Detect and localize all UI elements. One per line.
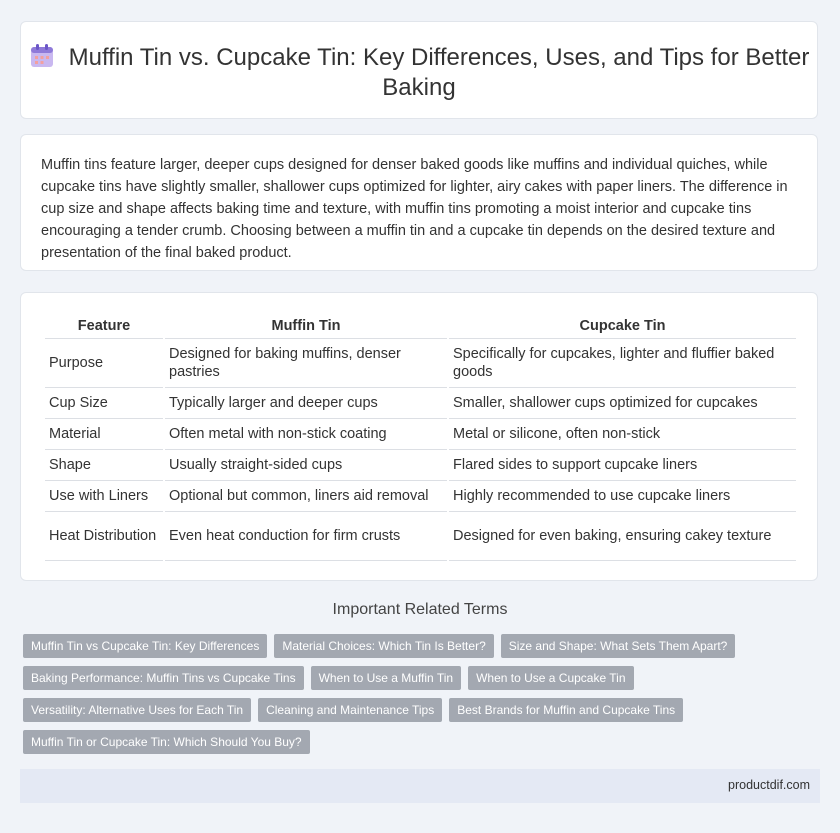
header-muffin-tin: Muffin Tin bbox=[165, 314, 447, 339]
header-feature: Feature bbox=[45, 314, 163, 339]
related-tag-link[interactable]: When to Use a Muffin Tin bbox=[311, 666, 462, 690]
cell-muffin: Designed for baking muffins, denser pastries bbox=[165, 339, 447, 388]
table-row bbox=[45, 450, 796, 481]
cell-muffin: Often metal with non-stick coating bbox=[165, 419, 447, 450]
table-row bbox=[45, 419, 796, 450]
footer bbox=[20, 769, 820, 803]
cell-feature: Heat Distribution bbox=[45, 512, 163, 561]
related-terms-tags bbox=[23, 634, 813, 762]
cell-muffin: Typically larger and deeper cups bbox=[165, 388, 447, 419]
related-tag-link[interactable]: Size and Shape: What Sets Them Apart? bbox=[501, 634, 736, 658]
footer-site-link[interactable]: productdif.com bbox=[728, 778, 810, 792]
calendar-icon bbox=[29, 44, 55, 68]
cell-cupcake: Smaller, shallower cups optimized for cupcakes bbox=[449, 388, 796, 419]
related-tag-link[interactable]: When to Use a Cupcake Tin bbox=[468, 666, 633, 690]
cell-cupcake: Flared sides to support cupcake liners bbox=[449, 450, 796, 481]
cell-muffin: Even heat conduction for firm crusts bbox=[165, 512, 447, 561]
table-header-row bbox=[45, 314, 796, 339]
related-terms-heading: Important Related Terms bbox=[332, 601, 508, 618]
related-tag-link[interactable]: Muffin Tin or Cupcake Tin: Which Should You Buy? bbox=[23, 730, 310, 754]
table-row bbox=[45, 388, 796, 419]
related-tag-link[interactable]: Versatility: Alternative Uses for Each Tin bbox=[23, 698, 251, 722]
related-tag-link[interactable]: Muffin Tin vs Cupcake Tin: Key Differences bbox=[23, 634, 267, 658]
cell-cupcake: Highly recommended to use cupcake liners bbox=[449, 481, 796, 512]
title-card bbox=[20, 21, 818, 119]
intro-card bbox=[20, 134, 818, 271]
cell-feature: Shape bbox=[45, 450, 163, 481]
table-row bbox=[45, 339, 796, 388]
related-tag-link[interactable]: Best Brands for Muffin and Cupcake Tins bbox=[449, 698, 683, 722]
header-cupcake-tin: Cupcake Tin bbox=[449, 314, 796, 339]
cell-feature: Cup Size bbox=[45, 388, 163, 419]
intro-paragraph: Muffin tins feature larger, deeper cups designed for denser baked goods like muffins and individual quiches, while cupcake tins have slightly smaller, shallower cups optimized for lighter, airy cakes with paper liners. The difference in cup size and shape affects baking time and texture, with muffin tins promoting a moist interior and cupcake tins encouraging a tender crumb. Choosing between a muffin tin and a cupcake tin depends on the desired texture and presentation of the final baked product. bbox=[41, 157, 788, 261]
page-title-text: Muffin Tin vs. Cupcake Tin: Key Differences, Uses, and Tips for Better Baking bbox=[68, 44, 810, 101]
page-title bbox=[21, 43, 817, 103]
related-tag-link[interactable]: Cleaning and Maintenance Tips bbox=[258, 698, 442, 722]
cell-muffin: Usually straight-sided cups bbox=[165, 450, 447, 481]
comparison-table bbox=[43, 314, 798, 561]
cell-cupcake: Metal or silicone, often non-stick bbox=[449, 419, 796, 450]
cell-muffin: Optional but common, liners aid removal bbox=[165, 481, 447, 512]
cell-feature: Use with Liners bbox=[45, 481, 163, 512]
related-tag-link[interactable]: Material Choices: Which Tin Is Better? bbox=[274, 634, 493, 658]
cell-feature: Material bbox=[45, 419, 163, 450]
related-tag-link[interactable]: Baking Performance: Muffin Tins vs Cupcake Tins bbox=[23, 666, 304, 690]
table-row bbox=[45, 512, 796, 561]
comparison-card bbox=[20, 292, 818, 581]
cell-feature: Purpose bbox=[45, 339, 163, 388]
table-row bbox=[45, 481, 796, 512]
cell-cupcake: Specifically for cupcakes, lighter and fluffier baked goods bbox=[449, 339, 796, 388]
cell-cupcake: Designed for even baking, ensuring cakey texture bbox=[449, 512, 796, 561]
